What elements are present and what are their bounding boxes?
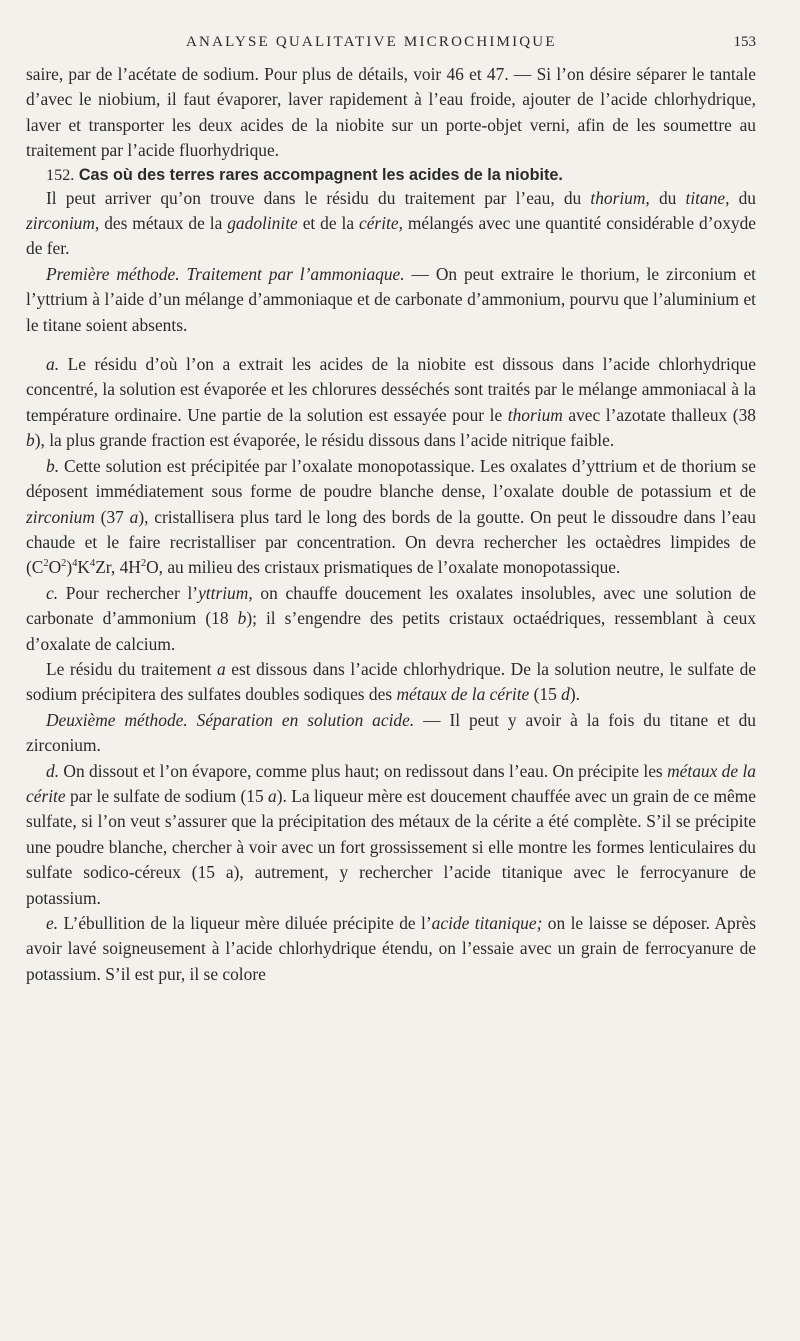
paragraph-continuation: saire, par de l’acétate de sodium. Pour plus de détails, voir 46 et 47. — Si l’on désire séparer le tantale d’avec le niobium, il faut évaporer, laver rapidement à l’eau froide, ajouter de l’acide chlorhydrique, laver et transporter les deux acides de la niobite sur un porte-objet verni, afin de les soumettre au traitement par l’acide fluorhydrique. — [26, 64, 756, 161]
section-title: Cas où des terres rares accompagnent les acides de la niobite. — [78, 165, 563, 184]
section-heading — [26, 164, 756, 186]
paragraph-c: c. Pour rechercher l’yttrium, on chauffe doucement les oxalates insolubles, avec une solution de carbonate d’ammonium (18 b); il s’engendre des petits cristaux octaédriques, ressemblant à ceux d’oxalate de calcium. — [26, 582, 757, 654]
running-head — [26, 34, 756, 56]
paragraph-first-method: Première méthode. Traitement par l’ammoniaque. — On peut extraire le thorium, le zirconium et l’yttrium à l’aide d’un mélange d’ammoniaque et de carbonate d’ammonium, pourvu que l’aluminium et le titane soient absents. — [26, 263, 756, 335]
page-body — [26, 62, 756, 987]
paragraph-a: a. Le résidu d’où l’on a extrait les acides de la niobite est dissous dans l’acide chlorhydrique concentré, la solution est évaporée et les chlorures desséchés sont traités par le mélange ammoniacal à la température ordinaire. Une partie de la solution est essayée pour le thorium avec l’azotate thalleux (38 b), la plus grande fraction est évaporée, le résidu dissous dans l’acide nitrique faible. — [26, 354, 756, 451]
paragraph-intro: Il peut arriver qu’on trouve dans le résidu du traitement par l’eau, du thorium, du titane, du zirconium, des métaux de la gadolinite et de la cérite, mélangés avec une quantité considérable d’oxyde de fer. — [26, 187, 756, 259]
paragraph-residue: Le résidu du traitement a est dissous dans l’acide chlorhydrique. De la solution neutre, le sulfate de sodium précipitera des sulfates doubles sodiques des métaux de la cérite (15 d). — [26, 658, 756, 705]
page-number: 153 — [733, 34, 756, 50]
paragraph-e: e. L’ébullition de la liqueur mère diluée précipite de l’acide titanique; on le laisse se déposer. Après avoir lavé soigneusement à l’acide chlorhydrique étendu, on l’essaie avec un grain de ferrocyanure de potassium. S’il est pur, il se colore — [26, 913, 756, 984]
section-number: 152. — [46, 165, 75, 184]
paragraph-d: d. On dissout et l’on évapore, comme plus haut; on redissout dans l’eau. On précipite les métaux de la cérite par le sulfate de sodium (15 a). La liqueur mère est doucement chauffée avec un grain de ce même sulfate, si l’on veut s’assurer que la précipitation des métaux de la cérite a été complète. S’il se précipite une poudre blanche, chercher à voir avec un fort grossissement si elle montre les formes lenticulaires du sulfate sodico-céreux (15 a), autrement, y rechercher l’acide titanique avec le ferrocyanure de potassium. — [26, 760, 756, 908]
running-title: ANALYSE QUALITATIVE MICROCHIMIQUE — [186, 34, 557, 50]
paragraph-second-method: Deuxième méthode. Séparation en solution acide. — Il peut y avoir à la fois du titane et du zirconium. — [26, 709, 756, 756]
paragraph-b: b. Cette solution est précipitée par l’oxalate monopotassique. Les oxalates d’yttrium et de thorium se déposent immédiatement sous forme de poudre blanche dense, l’oxalate double de potassium et de zirconium (37 a), cristallisera plus tard le long des bords de la goutte. On peut le dissoudre dans l’eau chaude et le faire recristalliser par concentration. On devra rechercher les octaèdres limpides de $(C^2O^2)^4K^4Zr$, $4H^2O$, au milieu des cristaux prismatiques de l’oxalate monopotassique. — [26, 455, 756, 578]
